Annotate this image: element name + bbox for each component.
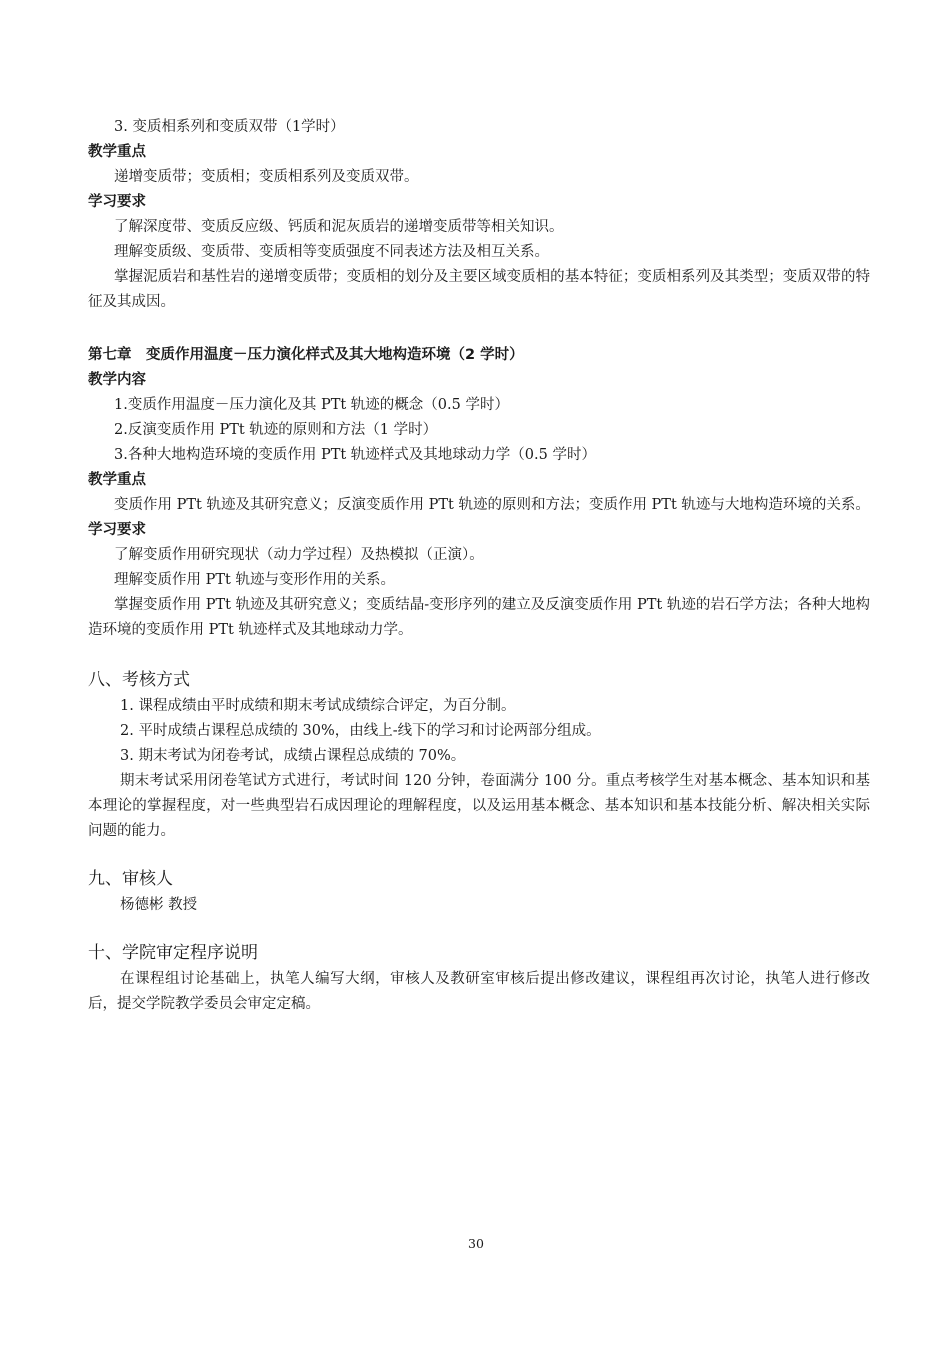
requirements-heading: 学习要求 [88,194,146,210]
requirement-comprehend: 理解变质作用 PTt 轨迹与变形作用的关系。 [114,572,395,588]
section-heading: 九、审核人 [88,869,173,889]
content-heading: 教学内容 [88,372,146,388]
assessment-paragraph: 期末考试采用闭卷笔试方式进行，考试时间 120 分钟，卷面满分 100 分。重点考核学生对基本概念、基本知识和基本理论的掌握程度，对一些典型岩石成因理论的理解程度，以及运用基本概念、基本知识和基本技能分析、解决相关实际问题的能力。 [88,773,870,839]
reviewer-name: 杨德彬 教授 [120,897,198,913]
assessment-item: 2. 平时成绩占课程总成绩的 30%，由线上-线下的学习和讨论两部分组成。 [120,723,601,739]
requirements-heading: 学习要求 [88,522,146,538]
chapter-title: 第七章 变质作用温度－压力演化样式及其大地构造环境（2 学时） [88,347,524,363]
section-heading: 十、学院审定程序说明 [88,943,258,963]
key-points-text: 递增变质带；变质相；变质相系列及变质双带。 [114,169,419,185]
requirement-master: 掌握变质作用 PTt 轨迹及其研究意义；变质结晶-变形序列的建立及反演变质作用 PTt 轨迹的岩石学方法；各种大地构造环境的变质作用 PTt 轨迹样式及其地球动力学。 [88,597,870,638]
requirement-comprehend: 理解变质级、变质带、变质相等变质强度不同表述方法及相互关系。 [114,244,549,260]
page-number: 30 [468,1236,484,1251]
teaching-item: 1.变质作用温度－压力演化及其 PTt 轨迹的概念（0.5 学时） [114,397,509,413]
key-points-heading: 教学重点 [88,472,146,488]
key-points-heading: 教学重点 [88,144,146,160]
section-heading: 八、考核方式 [88,670,190,690]
requirement-understand: 了解深度带、变质反应级、钙质和泥灰质岩的递增变质带等相关知识。 [114,219,564,235]
teaching-item: 3.各种大地构造环境的变质作用 PTt 轨迹样式及其地球动力学（0.5 学时） [114,447,596,463]
requirement-master: 掌握泥质岩和基性岩的递增变质带；变质相的划分及主要区域变质相的基本特征；变质相系列及其类型；变质双带的特征及其成因。 [88,269,870,310]
assessment-item: 1. 课程成绩由平时成绩和期末考试成绩综合评定，为百分制。 [120,698,516,714]
teaching-item: 3. 变质相系列和变质双带（1学时） [114,119,345,135]
document-page [88,115,870,1017]
assessment-item: 3. 期末考试为闭卷考试，成绩占课程总成绩的 70%。 [120,748,466,764]
requirement-understand: 了解变质作用研究现状（动力学过程）及热模拟（正演）。 [114,547,484,563]
teaching-item: 2.反演变质作用 PTt 轨迹的原则和方法（1 学时） [114,422,438,438]
key-points-text: 变质作用 PTt 轨迹及其研究意义；反演变质作用 PTt 轨迹的原则和方法；变质作用 PTt 轨迹与大地构造环境的关系。 [114,497,870,513]
procedure-paragraph: 在课程组讨论基础上，执笔人编写大纲，审核人及教研室审核后提出修改建议，课程组再次讨论，执笔人进行修改后，提交学院教学委员会审定定稿。 [88,971,870,1012]
